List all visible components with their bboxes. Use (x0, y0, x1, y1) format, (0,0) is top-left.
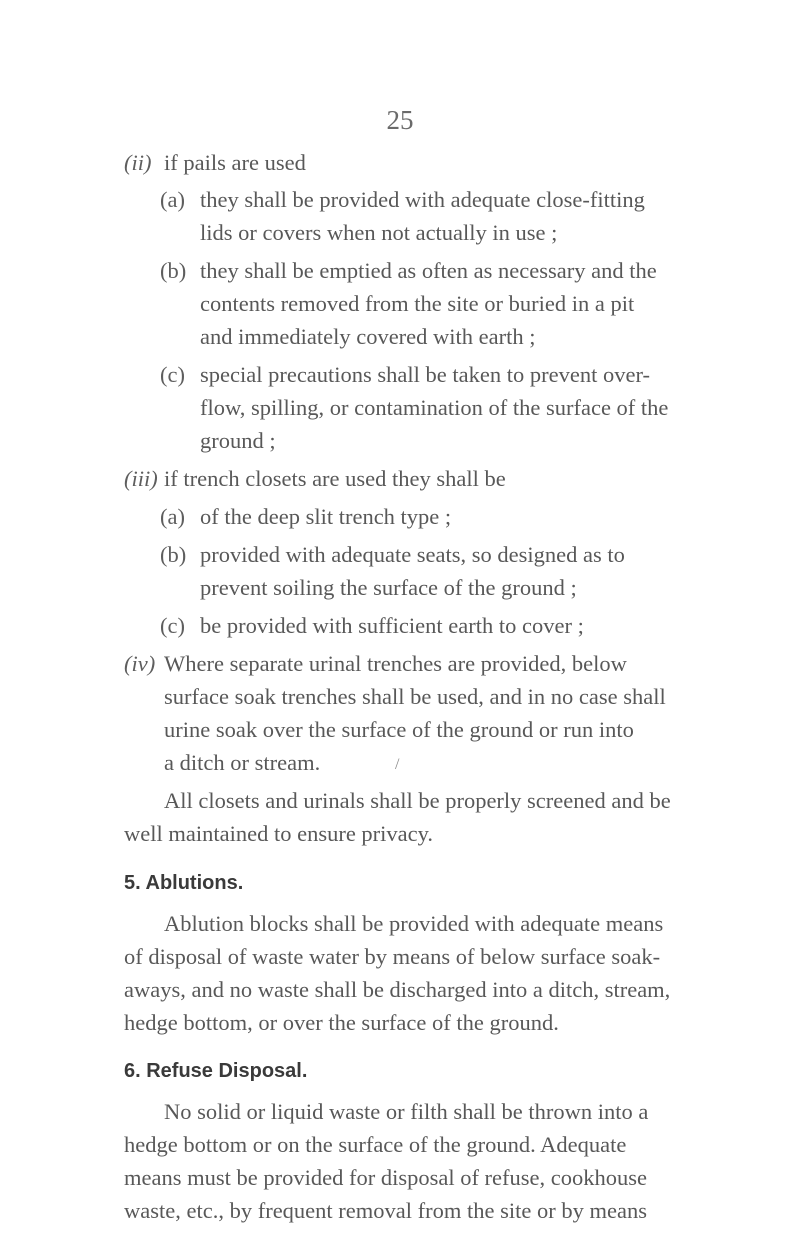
stray-mark: / (395, 756, 400, 773)
item-iv-line: surface soak trenches shall be used, and in no case shall (164, 684, 666, 709)
closets-paragraph-line: All closets and urinals shall be properly screened and be (164, 788, 671, 813)
item-ii-a-line: lids or covers when not actually in use ; (200, 220, 558, 245)
item-ii-label: (ii) (124, 150, 152, 175)
section-5-line: hedge bottom, or over the surface of the ground. (124, 1010, 559, 1035)
item-ii-c-line: special precautions shall be taken to prevent over- (200, 362, 650, 387)
section-5-heading: 5. Ablutions. (124, 872, 244, 894)
item-iii-a-line: of the deep slit trench type ; (200, 504, 452, 529)
page-number: 25 (386, 105, 414, 135)
item-ii-b-line: contents removed from the site or buried in a pit (200, 291, 635, 316)
item-ii-a-line: they shall be provided with adequate close-fitting (200, 187, 645, 212)
section-6-line: waste, etc., by frequent removal from the site or by means (124, 1198, 647, 1223)
section-5-line: aways, and no waste shall be discharged into a ditch, stream, (124, 977, 671, 1002)
item-ii-c-label: (c) (160, 362, 185, 387)
item-iv-line: Where separate urinal trenches are provided, below (164, 651, 627, 676)
item-ii-b-line: and immediately covered with earth ; (200, 324, 536, 349)
item-ii-a-label: (a) (160, 187, 185, 212)
closets-paragraph-line: well maintained to ensure privacy. (124, 821, 434, 846)
section-6-line: means must be provided for disposal of refuse, cookhouse (124, 1165, 648, 1190)
item-ii-c-line: flow, spilling, or contamination of the surface of the (200, 395, 669, 420)
item-iii-b-line: prevent soiling the surface of the ground ; (200, 575, 577, 600)
item-iv-line: a ditch or stream. (164, 750, 321, 775)
item-ii-c-line: ground ; (200, 428, 276, 453)
item-iii-c-label: (c) (160, 613, 185, 638)
item-iii-text: if trench closets are used they shall be (164, 466, 506, 491)
item-ii-b-label: (b) (160, 258, 187, 283)
item-iii-b-line: provided with adequate seats, so designed as to (200, 542, 625, 567)
section-5-line: Ablution blocks shall be provided with adequate means (164, 911, 664, 936)
section-5-line: of disposal of waste water by means of below surface soak- (124, 944, 661, 969)
item-iv-label: (iv) (124, 651, 156, 676)
item-ii-text: if pails are used (164, 150, 306, 175)
section-6-heading: 6. Refuse Disposal. (124, 1060, 308, 1082)
item-iii-a-label: (a) (160, 504, 185, 529)
item-ii-b-line: they shall be emptied as often as necessary and the (200, 258, 657, 283)
section-6-line: No solid or liquid waste or filth shall be thrown into a (164, 1099, 649, 1124)
section-6-line: hedge bottom or on the surface of the ground. Adequate (124, 1132, 627, 1157)
item-iii-c-line: be provided with sufficient earth to cover ; (200, 613, 584, 638)
item-iv-line: urine soak over the surface of the ground or run into (164, 717, 634, 742)
item-iii-b-label: (b) (160, 542, 187, 567)
item-iii-label: (iii) (124, 466, 158, 491)
